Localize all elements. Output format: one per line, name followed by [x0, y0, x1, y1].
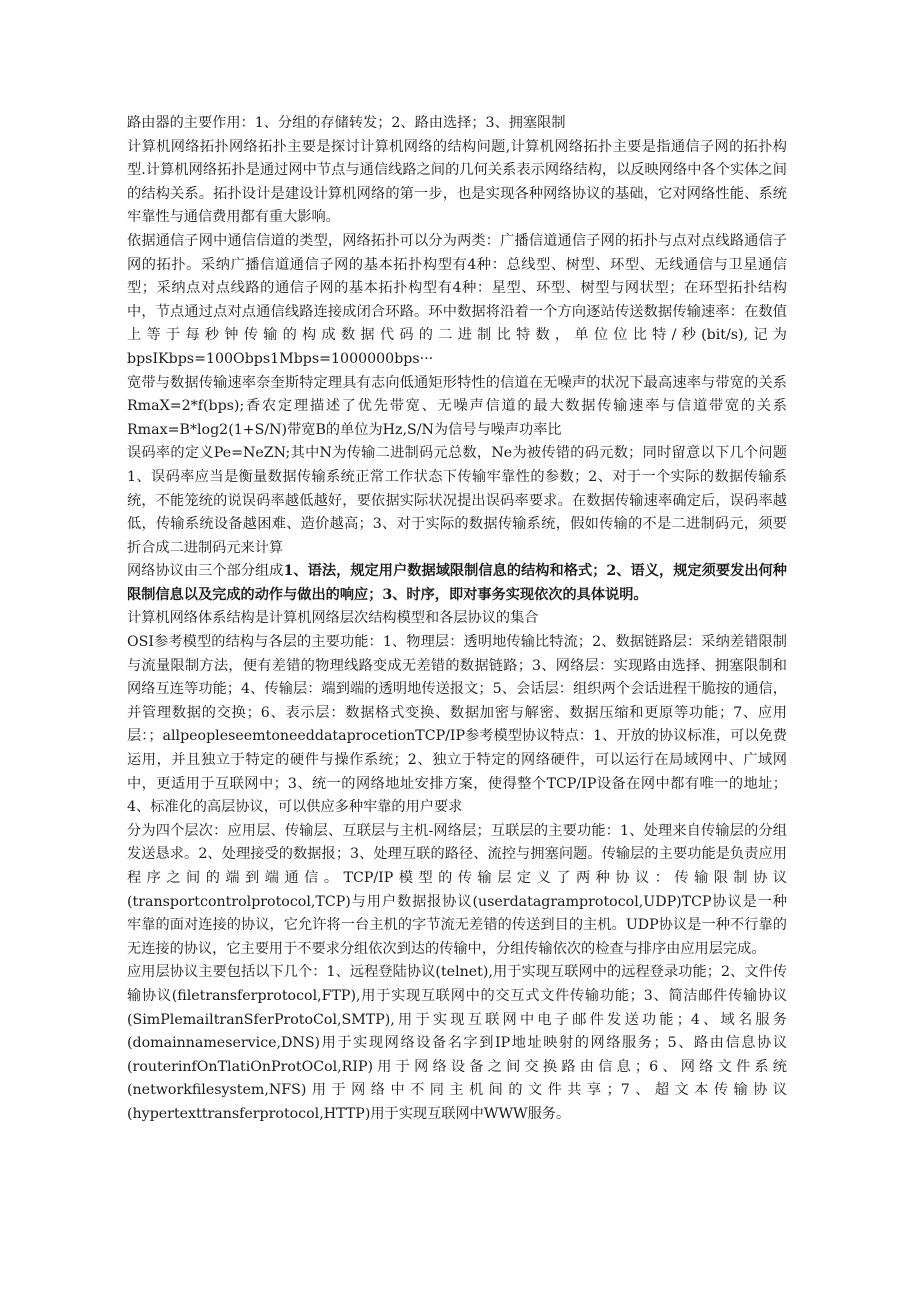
- paragraph-osi-model: OSI参考模型的结构与各层的主要功能：1、物理层：透明地传输比特流；2、数据链路层：采纳差错限制与流量限制方法，便有差错的物理线路变成无差错的数据链路；3、网络层：实现路由选择、拥塞限制和网络互连等功能；4、传输层：端到端的透明地传送报文；5、会话层：组织两个会话进程干脆按的通信，并管理数据的交换；6、表示层：数据格式变换、数据加密与解密、数据压缩和更原等功能；7、应用层：；allpeopleseemtoneeddataprocetionTCP/IP参考模型协议特点：1、开放的协议标准，可以免费运用，并且独立于特定的硬件与操作系统；2、独立于特定的网络硬件，可以运行在局域网中、广域网中，更适用于互联网中；3、统一的网络地址安排方案，使得整个TCP/IP设备在网中都有唯一的地址；4、标准化的高层协议，可以供应多种牢靠的用户要求: [127, 634, 787, 816]
- protocol-lead-text: 网络协议由三个部分组成: [127, 563, 284, 580]
- paragraph-network-topology: 计算机网络拓扑网络拓扑主要是探讨计算机网络的结构问题,计算机网络拓扑主要是指通信子网的拓扑构型.计算机网络拓扑是通过网中节点与通信线路之间的几何关系表示网络结构，以反映网络中各个实体之间的结构关系。拓扑设计是建设计算机网络的第一步，也是实现各种网络协议的基础，它对网络性能、系统牢靠性与通信费用都有重大影响。: [127, 138, 787, 226]
- paragraph-router-functions: 路由器的主要作用：1、分组的存储转发；2、路由选择；3、拥塞限制: [127, 115, 566, 131]
- document-body: [127, 112, 787, 1127]
- paragraph-topology-types: 依据通信子网中通信信道的类型，网络拓扑可以分为两类：广播信道通信子网的拓扑与点对点线路通信子网的拓扑。采纳广播信道通信子网的基本拓扑构型有4种：总线型、树型、环型、无线通信与卫星通信型；采纳点对点线路的通信子网的基本拓扑构型有4种：星型、环型、树型与网状型；在环型拓扑结构中，节点通过点对点通信线路连接成闭合环路。环中数据将沿着一个方向逐站传送数据传输速率：在数值上等于每秒钟传输的构成数据代码的二进制比特数，单位位比特/秒(bit/s),记为bpsIKbps=100Obps1Mbps=1000000bps···: [127, 232, 787, 367]
- paragraph-error-rate: 误码率的定义Pe=NeZN;其中N为传输二进制码元总数，Ne为被传错的码元数；同时留意以下几个问题1、误码率应当是衡量数据传输系统正常工作状态下传输牢靠性的参数；2、对于一个实际的数据传输系统，不能笼统的说误码率越低越好，要依据实际状况提出误码率要求。在数据传输速率确定后，误码率越低，传输系统设备越困难、造价越高；3、对于实际的数据传输系统，假如传输的不是二进制码元，须要折合成二进制码元来计算: [127, 445, 787, 556]
- paragraph-architecture: 计算机网络体系结构是计算机网络层次结构模型和各层协议的集合: [127, 610, 539, 627]
- paragraph-tcpip-layers: 分为四个层次：应用层、传输层、互联层与主机-网络层；互联层的主要功能：1、处理来自传输层的分组发送恳求。2、处理接受的数据报；3、处理互联的路径、流控与拥塞问题。传输层的主要功能是负责应用程序之间的端到端通信。TCP/IP模型的传输层定义了两种协议：传输限制协议(transportcontrolprotocol,TCP)与用户数据报协议(userdatagramprotocol,UDP)TCP协议是一种牢靠的面对连接的协议，它允许将一台主机的字节流无差错的传送到目的主机。UDP协议是一种不行靠的无连接的协议，它主要用于不要求分组依次到达的传输中，分组传输依次的检查与排序由应用层完成。: [127, 822, 787, 957]
- paragraph-application-protocols: 应用层协议主要包括以下几个：1、远程登陆协议(telnet),用于实现互联网中的远程登录功能；2、文件传输协议(filetransferprotocol,FTP),用于实现互联网中的交互式文件传输功能；3、简洁邮件传输协议(SimPlemailtranSferProtoCol,SMTP),用于实现互联网中电子邮件发送功能；4、域名服务(domainnameservice,DNS)用于实现网络设备名字到IP地址映射的网络服务；5、路由信息协议(routerinfOnTlatiOnProtOCol,RIP)用于网络设备之间交换路由信息；6、网络文件系统(networkfilesystem,NFS)用于网络中不同主机间的文件共享；7、超文本传输协议(hypertexttransferprotocol,HTTP)用于实现互联网中WWW服务。: [127, 964, 787, 1122]
- paragraph-bandwidth: 宽带与数据传输速率奈奎斯特定理具有志向低通矩形特性的信道在无噪声的状况下最高速率与带宽的关系RmaX=2*f(bps);香农定理描述了优先带宽、无噪声信道的最大数据传输速率与信道带宽的关系Rmax=B*log2(1+S/N)带宽B的单位为Hz,S/N为信号与噪声功率比: [127, 374, 787, 438]
- paragraph-network-protocol: [127, 560, 787, 607]
- protocol-bold-text: 1、语法，规定用户数据域限制信息的结构和格式；2、语义，规定须要发出何种限制信息以及完成的动作与做出的响应；3、时序，即对事务实现依次的具体说明。: [127, 563, 787, 603]
